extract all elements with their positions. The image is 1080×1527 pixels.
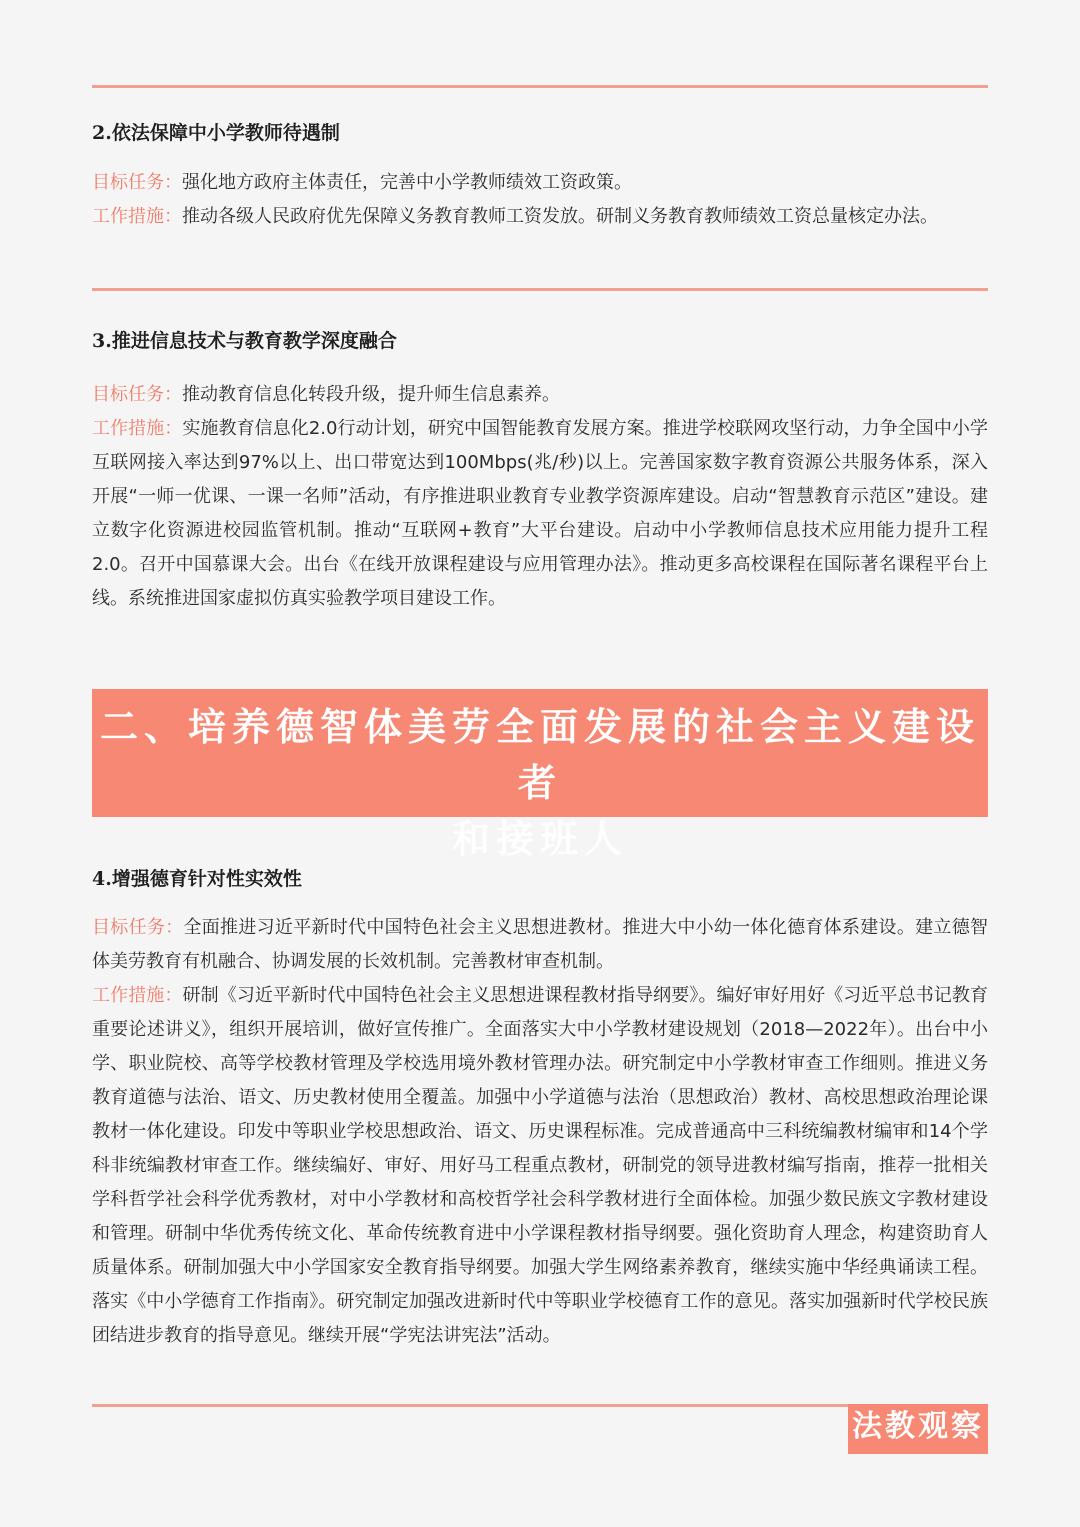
section-3-measures bbox=[92, 412, 988, 616]
chapter-banner bbox=[92, 689, 988, 861]
measure-label: 工作措施： bbox=[92, 418, 183, 439]
section-2-measures bbox=[92, 200, 988, 234]
measure-label: 工作措施： bbox=[92, 206, 182, 227]
goal-text: 强化地方政府主体责任，完善中小学教师绩效工资政策。 bbox=[182, 172, 632, 193]
chapter-banner-line-2: 和接班人 bbox=[451, 816, 628, 861]
goal-text: 推动教育信息化转段升级，提升师生信息素养。 bbox=[182, 384, 560, 405]
chapter-banner-line-1: 二、培养德智体美劳全面发展的社会主义建设者 bbox=[100, 704, 981, 805]
goal-label: 目标任务： bbox=[92, 172, 182, 193]
goal-label: 目标任务： bbox=[92, 917, 184, 938]
section-3-goal bbox=[92, 378, 988, 412]
section-2-goal bbox=[92, 166, 988, 200]
goal-label: 目标任务： bbox=[92, 384, 182, 405]
section-3-title: 3.推进信息技术与教育教学深度融合 bbox=[92, 330, 397, 352]
divider-top bbox=[92, 85, 988, 88]
section-4-measures bbox=[92, 979, 988, 1353]
measure-text: 实施教育信息化2.0行动计划，研究中国智能教育发展方案。推进学校联网攻坚行动，力争全国中小学互联网接入率达到97%以上、出口带宽达到100Mbps(兆/秒)以上。完善国家数字教育资源公共服务体系，深入开展“一师一优课、一课一名师”活动，有序推进职业教育专业教学资源库建设。启动“智慧教育示范区”建设。建立数字化资源进校园监管机制。推动“互联网+教育”大平台建设。启动中小学教师信息技术应用能力提升工程2.0。召开中国慕课大会。出台《在线开放课程建设与应用管理办法》。推动更多高校课程在国际著名课程平台上线。系统推进国家虚拟仿真实验教学项目建设工作。 bbox=[92, 418, 989, 609]
divider-section-3 bbox=[92, 288, 988, 291]
brand-badge: 法教观察 bbox=[848, 1404, 988, 1454]
measure-text: 推动各级人民政府优先保障义务教育教师工资发放。研制义务教育教师绩效工资总量核定办法。 bbox=[182, 206, 938, 227]
section-4-goal bbox=[92, 911, 988, 979]
measure-label: 工作措施： bbox=[92, 985, 183, 1006]
goal-text: 全面推进习近平新时代中国特色社会主义思想进教材。推进大中小幼一体化德育体系建设。建立德智体美劳教育有机融合、协调发展的长效机制。完善教材审查机制。 bbox=[92, 917, 989, 972]
measure-text: 研制《习近平新时代中国特色社会主义思想进课程教材指导纲要》。编好审好用好《习近平总书记教育重要论述讲义》，组织开展培训，做好宣传推广。全面落实大中小学教材建设规划（2018—2022年）。出台中小学、职业院校、高等学校教材管理及学校选用境外教材管理办法。研究制定中小学教材审查工作细则。推进义务教育道德与法治、语文、历史教材使用全覆盖。加强中小学道德与法治（思想政治）教材、高校思想政治理论课教材一体化建设。印发中等职业学校思想政治、语文、历史课程标准。完成普通高中三科统编教材编审和14个学科非统编教材审查工作。继续编好、审好、用好马工程重点教材，研制党的领导进教材编写指南，推荐一批相关学科哲学社会科学优秀教材，对中小学教材和高校哲学社会科学教材进行全面体检。加强少数民族文字教材建设和管理。研制中华优秀传统文化、革命传统教育进中小学课程教材指导纲要。强化资助育人理念，构建资助育人质量体系。研制加强大中小学国家安全教育指导纲要。加强大学生网络素养教育，继续实施中华经典诵读工程。落实《中小学德育工作指南》。研究制定加强改进新时代中等职业学校德育工作的意见。落实加强新时代学校民族团结进步教育的指导意见。继续开展“学宪法讲宪法”活动。 bbox=[92, 985, 989, 1346]
section-2-title: 2.依法保障中小学教师待遇制 bbox=[92, 122, 340, 144]
section-4-title: 4.增强德育针对性实效性 bbox=[92, 868, 302, 890]
